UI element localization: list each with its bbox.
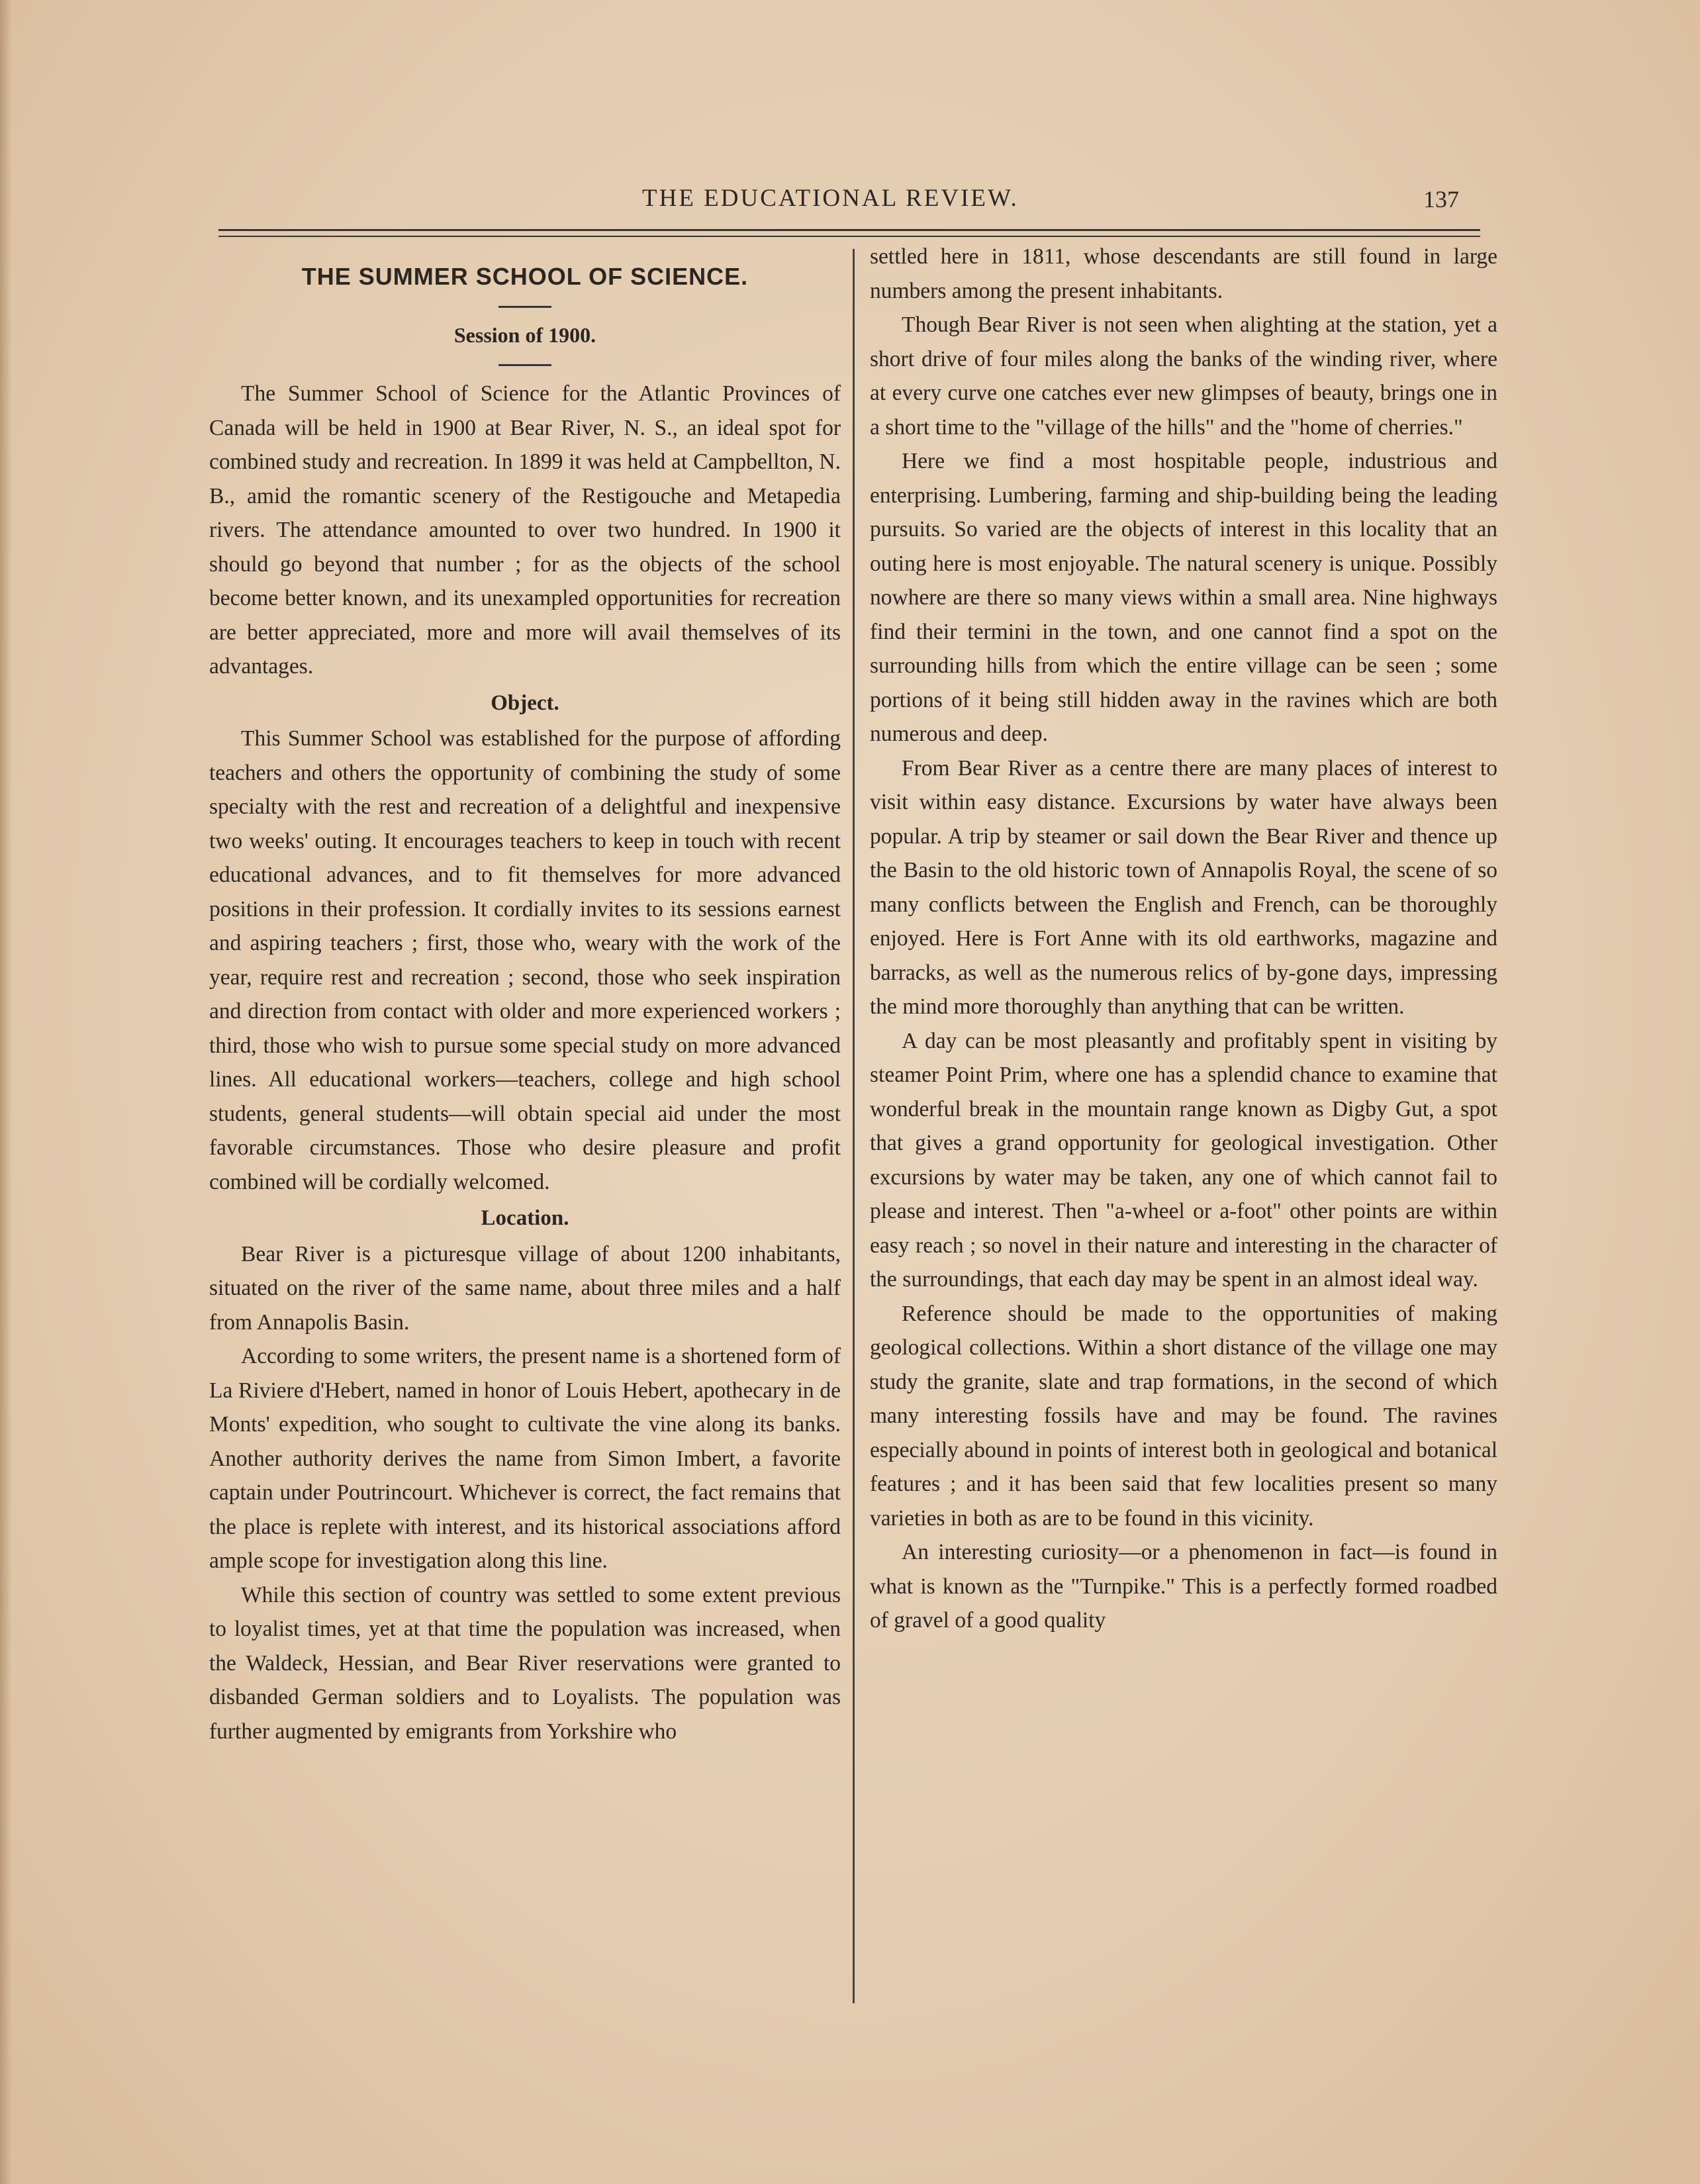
- page-edge-shadow: [0, 0, 12, 2184]
- body-paragraph: Here we find a most hospitable people, industrious and enterprising. Lumbering, farming and ship-building being the leading pursuits. So varied are the objects of interest in this locality that an outing here is most enjoyable. The natural scenery is unique. Possibly nowhere are there so many views within a small area. Nine highways find their termini in the town, and one cannot find a spot on the surrounding hills from which the entire village can be seen ; some portions of it being still hidden away in the ravines which are both numerous and deep.: [870, 449, 1497, 746]
- title-rule: [498, 306, 551, 308]
- location-paragraph: According to some writers, the present name is a shortened form of La Riviere d'Hebert, named in honor of Louis Hebert, apothecary in de Monts' expedition, who sought to cultivate the vine along its banks. Another authority derives the name from Simon Imbert, a favorite captain under Poutrincourt. Whichever is correct, the fact remains that the place is replete with interest, and its historical associations afford ample scope for investigation along this line.: [209, 1344, 841, 1573]
- page-number: 137: [1423, 186, 1459, 213]
- intro-paragraph: The Summer School of Science for the Atlantic Provinces of Canada will be held in 1900 at Bear River, N. S., an ideal spot for combined study and recreation. In 1899 it was held at Campbellton, N. B., amid the romantic scenery of the Restigouche and Metapedia rivers. The attendance amounted to over two hundred. In 1900 it should go beyond that number ; for as the objects of the school become better known, and its unexampled opportunities for recreation are better appreciated, more and more will avail themselves of its advantages.: [209, 381, 841, 679]
- object-heading: Object.: [491, 690, 559, 715]
- header-rule-bottom: [218, 236, 1480, 237]
- body-paragraph: A day can be most pleasantly and profitably spent in visiting by steamer Point Prim, where one has a splendid chance to examine that wonderful break in the mountain range known as Digby Gut, a spot that gives a grand opportunity for geological investigation. Other excursions by water may be taken, any one of which cannot fail to please and interest. Then "a-wheel or a-foot" other points are within easy reach ; so novel in their nature and interesting in the character of the surroundings, that each day may be spent in an almost ideal way.: [870, 1028, 1497, 1292]
- column-divider: [853, 249, 855, 2003]
- location-paragraph: While this section of country was settled to some extent previous to loyalist times, yet at that time the population was increased, when the Waldeck, Hessian, and Bear River reservations were granted to disbanded German soldiers and to Loyalists. The population was further augmented by emigrants from Yorkshire who: [209, 1582, 841, 1744]
- body-paragraph: Reference should be made to the opportunities of making geological collections. Within a short distance of the village one may study the granite, slate and trap formations, in the second of which many interesting fossils have and may be found. The ravines especially abound in points of interest both in geological and botanical features ; and it has been said that few localities present so many varieties in both as are to be found in this vicinity.: [870, 1301, 1497, 1531]
- session-rule: [498, 364, 551, 366]
- body-paragraph: Though Bear River is not seen when alighting at the station, yet a short drive of four miles along the banks of the winding river, where at every curve one catches ever new glimpses of beauty, brings one in a short time to the "village of the hills" and the "home of cherries.": [870, 312, 1497, 440]
- header-rule-top: [218, 229, 1480, 231]
- right-column: [870, 240, 1497, 1638]
- location-heading: Location.: [481, 1206, 569, 1230]
- running-head: [218, 184, 1503, 226]
- body-paragraph: An interesting curiosity—or a phenomenon in fact—is found in what is known as the "Turnpike." This is a perfectly formed roadbed of gravel of a good quality: [870, 1540, 1497, 1633]
- article-title: THE SUMMER SCHOOL OF SCIENCE.: [301, 263, 749, 290]
- location-paragraph: Bear River is a picturesque village of about 1200 inhabitants, situated on the river of the same name, about three miles and a half from Annapolis Basin.: [209, 1241, 841, 1335]
- continued-paragraph: settled here in 1811, whose descendants are still found in large numbers among the present inhabitants.: [870, 244, 1497, 303]
- object-paragraph: This Summer School was established for the purpose of affording teachers and others the opportunity of combining the study of some specialty with the rest and recreation of a delightful and inexpensive two weeks' outing. It encourages teachers to keep in touch with recent educational advances, and to fit themselves for more advanced positions in their profession. It cordially invites to its sessions earnest and aspiring teachers ; first, those who, weary with the work of the year, require rest and recreation ; second, those who seek inspiration and direction from contact with older and more experienced workers ; third, those who wish to pursue some special study on more advanced lines. All educational workers—teachers, college and high school students, general students—will obtain special aid under the most favorable circumstances. Those who desire pleasure and profit combined will be cordially welcomed.: [209, 726, 841, 1194]
- body-paragraph: From Bear River as a centre there are many places of interest to visit within easy distance. Excursions by water have always been popular. A trip by steamer or sail down the Bear River and thence up the Basin to the old historic town of Annapolis Royal, the scene of so many conflicts between the English and French, can be thoroughly enjoyed. Here is Fort Anne with its old earthworks, magazine and barracks, as well as the numerous relics of by-gone days, impressing the mind more thoroughly than anything that can be written.: [870, 755, 1497, 1019]
- left-column: [209, 240, 841, 1748]
- session-heading: Session of 1900.: [453, 322, 596, 347]
- journal-title: THE EDUCATIONAL REVIEW.: [642, 185, 1019, 212]
